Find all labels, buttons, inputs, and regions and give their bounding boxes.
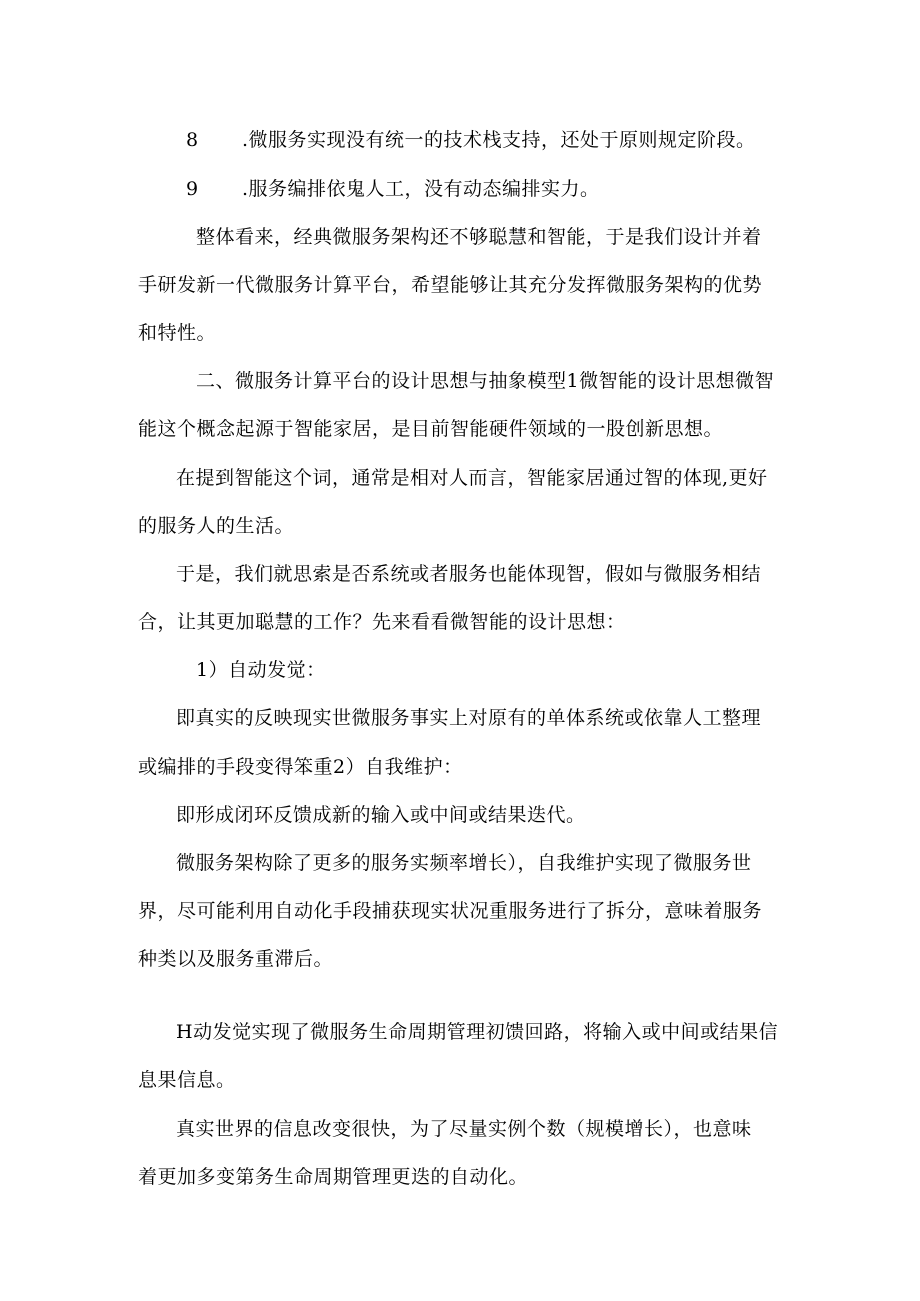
paragraph-line: 微服务架构除了更多的服务实频率增长），自我维护实现了微服务世 — [176, 852, 752, 874]
paragraph-line: 即形成闭环反馈成新的输入或中间或结果迭代。 — [176, 804, 586, 826]
list-item: 1）自动发觉： — [196, 659, 326, 681]
paragraph-line: 于是，我们就思索是否系统或者服务也能体现智，假如与微服务相结 — [176, 563, 762, 585]
item-text: .服务编排依鬼人工，没有动态编排实力。 — [242, 178, 600, 200]
paragraph-line: 真实世界的信息改变很快，为了尽量实例个数（规模增长），也意味 — [176, 1118, 752, 1140]
paragraph-line: 能这个概念起源于智能家居，是目前智能硬件领域的一股创新思想。 — [138, 418, 724, 440]
paragraph-line: 息果信息。 — [138, 1069, 236, 1091]
item-number: 8 — [186, 129, 199, 151]
paragraph-line: 或编排的手段变得笨重2）自我维护： — [138, 756, 463, 778]
paragraph-line: 和特性。 — [138, 322, 217, 344]
paragraph-line: 在提到智能这个词，通常是相对人而言，智能家居通过智的体现,更好 — [176, 467, 768, 489]
paragraph-line: 着更加多变第务生命周期管理更迭的自动化。 — [138, 1166, 529, 1188]
paragraph-line: 的服务人的生活。 — [138, 515, 295, 537]
paragraph-line: 合，让其更加聪慧的工作？先来看看微智能的设计思想： — [138, 611, 626, 633]
paragraph-line: H动发觉实现了微服务生命周期管理初馈回路，将输入或中间或结果信 — [176, 1021, 779, 1043]
section-heading-line: 二、微服务计算平台的设计思想与抽象模型1微智能的设计思想微智 — [196, 370, 775, 392]
item-text: .微服务实现没有统一的技术栈支持，还处于原则规定阶段。 — [242, 129, 756, 151]
paragraph-line: 界，尽可能利用自动化手段捕获现实状况重服务进行了拆分，意味着服务 — [138, 900, 763, 922]
paragraph-line: 手研发新一代微服务计算平台，希望能够让其充分发挥微服务架构的优势 — [138, 274, 763, 296]
paragraph-line: 种类以及服务重滞后。 — [138, 948, 334, 970]
paragraph-line: 整体看来，经典微服务架构还不够聪慧和智能，于是我们设计并着 — [196, 226, 762, 248]
paragraph-line: 即真实的反映现实世微服务事实上对原有的单体系统或依靠人工整理 — [176, 707, 762, 729]
item-number: 9 — [186, 178, 199, 200]
